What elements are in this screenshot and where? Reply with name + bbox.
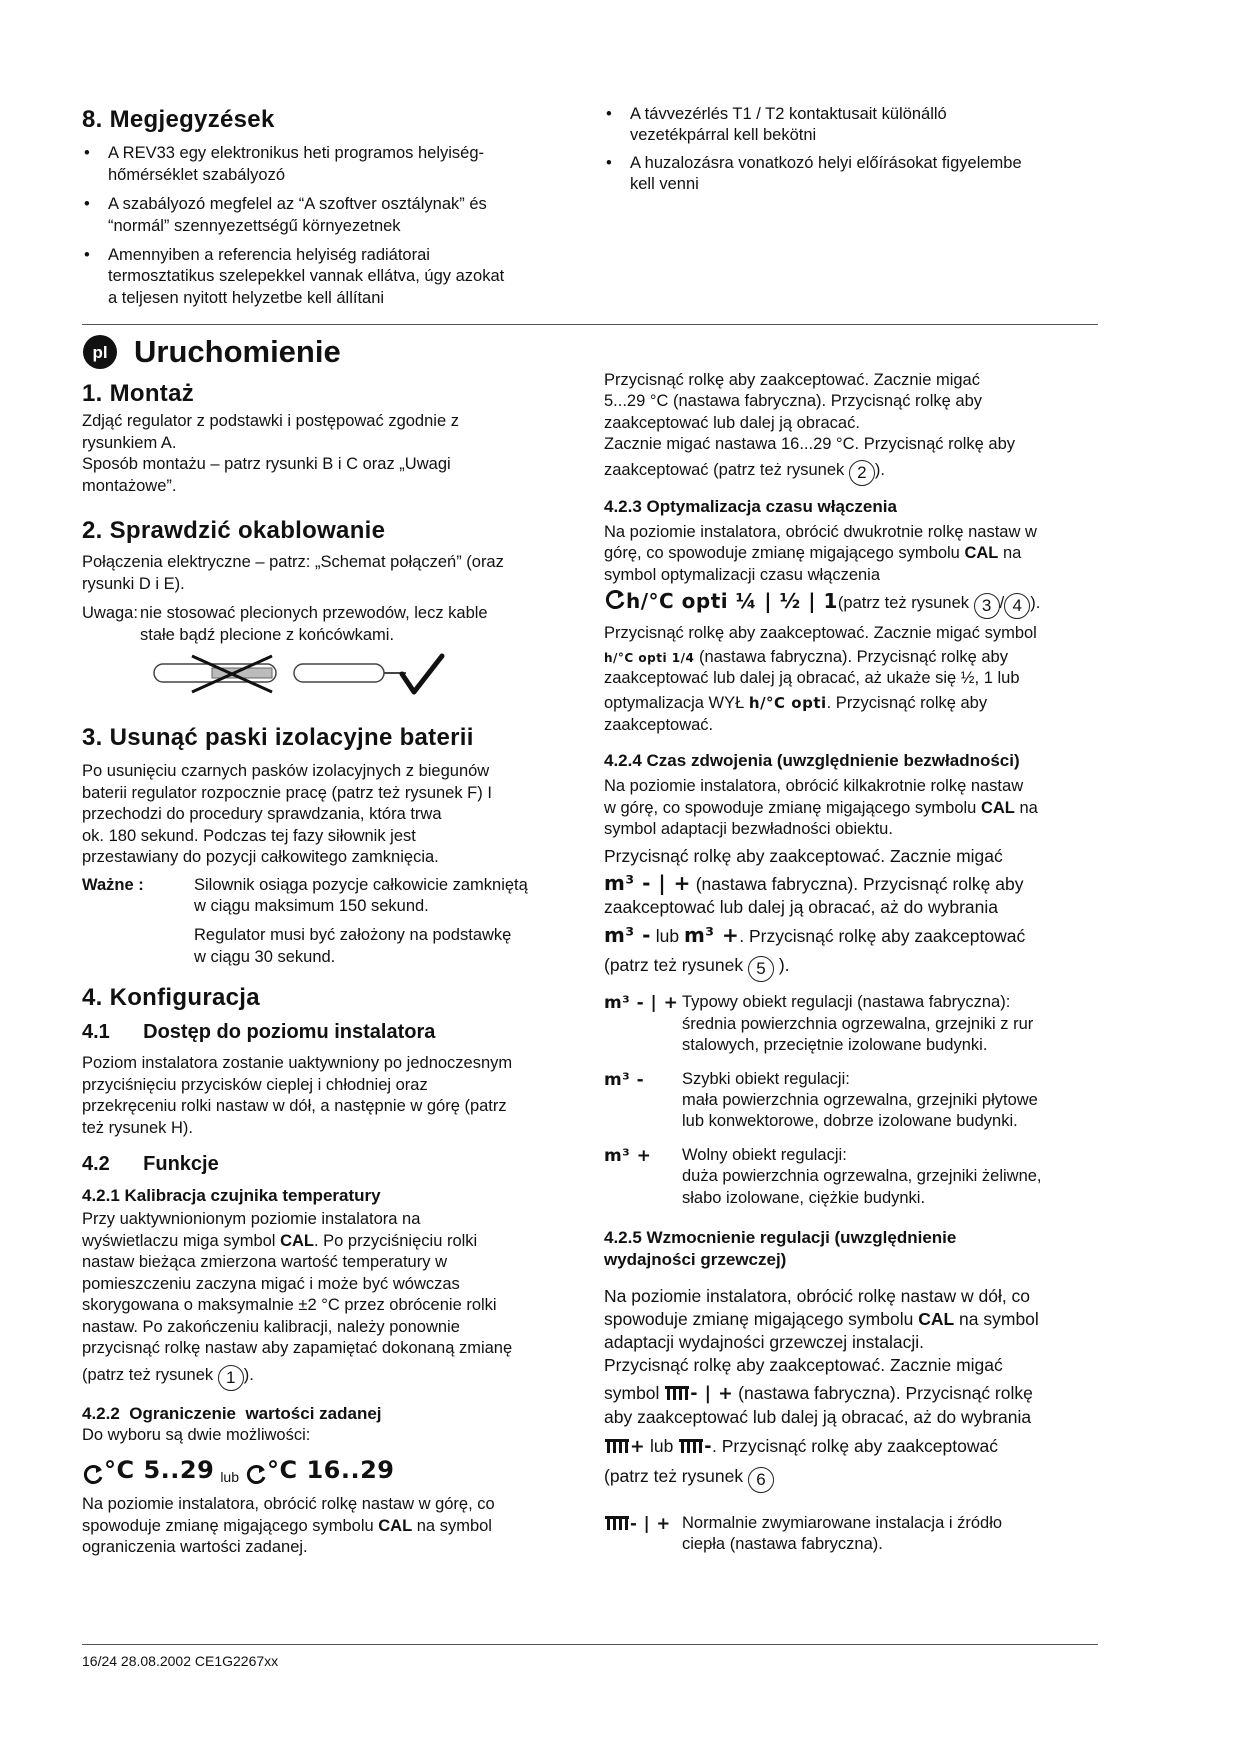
hu-heading: 8. Megjegyzések (82, 106, 275, 133)
s422-heading: 4.2.2 Ograniczenie wartości zadanej (82, 1404, 382, 1424)
s2-note-text: nie stosować plecionych przewodów, lecz kable stałe bądź plecione z końcówkami. (140, 604, 488, 644)
footer-text: 16/24 28.08.2002 CE1G2267xx (82, 1653, 279, 1669)
opti-off-symbol: h/°C opti (748, 694, 827, 713)
setpoint-limit-symbols (82, 1455, 572, 1486)
s423-text: Na poziomie instalatora, obrócić dwukrotnie rolkę nastaw w górę, co spowoduje zmianę migającego symbolu CAL na symbol optymalizacji czasu włączenia (604, 522, 1037, 584)
gain-default-symbol: - | + (690, 1384, 734, 1405)
radiator-icon (604, 1513, 630, 1531)
s422-after: Na poziomie instalatora, obrócić rolkę nastaw w górę, co spowoduje zmianę migającego symbolu CAL na symbol ograniczenia wartości zadanej. (82, 1495, 495, 1556)
language-badge-text: pl (92, 343, 108, 363)
s424-text-e: m³ - lub m³ +. Przycisnąć rolkę aby zaakceptować (604, 923, 1026, 948)
figure-1-ref: 1 (218, 1365, 244, 1391)
checkmark-icon (402, 656, 442, 692)
pl-title: Uruchomienie (134, 334, 341, 369)
r422-text: Przycisnąć rolkę aby zaakceptować. Zacznie migać 5...29 °C (nastawa fabryczna). Przycisnąć rolkę aby zaakceptować lub dalej ją obracać. Zacznie migać nastawa 16...29 °C. Przycisnąć rolkę aby (604, 371, 1016, 454)
hu-bullet-5: • A huzalozásra vonatkozó helyi előírásokat figyelembe kell venni (604, 153, 1104, 196)
inertia-item-fast: m³ - Szybki obiekt regulacji: mała powierzchnia ogrzewalna, grzejniki płytowe lub konwektorowe, dobrze izolowane budynki. (604, 1069, 1038, 1131)
inertia-default-symbol: m³ - | + (604, 870, 691, 895)
rotate-arrow-icon (604, 589, 626, 611)
s3-important-label: Ważne : (82, 875, 144, 894)
hu-bullet-2: • A szabályozó megfelel az “A szoftver osztálynak” és “normál” szennyezettségű környezetnek (82, 194, 582, 237)
inertia-item-slow: m³ + Wolny obiekt regulacji: duża powierzchnia ogrzewalna, grzejniki żeliwne, słabo izolowane, ciężkie budynki. (604, 1145, 1042, 1207)
s425-text-c: symbol - | + (nastawa fabryczna). Przycisnąć rolkę aby zaakceptować lub dalej ją obracać, aż do wybrania (604, 1383, 1033, 1428)
footer-divider (82, 1644, 1098, 1645)
s3-text: Po usunięciu czarnych pasków izolacyjnych z biegunów baterii regulator rozpocznie pracę (patrz też rysunek F) I przechodzi do procedury sprawdzania, która trwa ok. 180 sekund. Podczas tej fazy siłownik jest przestawiany do pozycji całkowitego zamknięcia. (82, 762, 492, 867)
s421-heading: 4.2.1 Kalibracja czujnika temperatury (82, 1186, 381, 1206)
s425-text: Na poziomie instalatora, obrócić rolkę nastaw w dół, co spowoduje zmianę migającego symbolu CAL na symbol adaptacji wydajności grzewczej instalacji. Przycisnąć rolkę aby zaakceptować. Zacznie migać (604, 1286, 1039, 1375)
s2-text: Połączenia elektryczne – patrz: „Schemat połączeń” (oraz rysunki D i E). (82, 553, 504, 593)
s1-heading: 1. Montaż (82, 380, 195, 408)
gain-plus-symbol: + (630, 1436, 646, 1457)
hu-notes-right (604, 104, 1104, 196)
language-badge-icon (82, 334, 118, 370)
opti-symbol: h/°C opti ¼ | ½ | 1 (626, 589, 838, 614)
s42-heading: 4.2 Funkcje (82, 1153, 219, 1176)
opti-1-4-symbol: h/°C opti 1/4 (604, 650, 695, 665)
s3-heading: 3. Usunąć paski izolacyjne baterii (82, 724, 474, 752)
s424-see: (patrz też rysunek 5 ). (604, 954, 1104, 982)
limit-16-29-symbol: °C 16..29 (267, 1455, 395, 1484)
hu-notes-left (82, 104, 582, 309)
pl-left-column (82, 332, 572, 1558)
s425-see: (patrz też rysunek 6 (604, 1465, 1104, 1493)
s425-heading: 4.2.5 Wzmocnienie regulacji (uwzględnienie wydajności grzewczej) (604, 1228, 957, 1270)
s424-heading: 4.2.4 Czas zdwojenia (uwzględnienie bezwładności) (604, 751, 1020, 771)
s2-note (82, 603, 572, 646)
pl-right-column (604, 370, 1104, 1556)
s41-heading: 4.1 Dostęp do poziomu instalatora (82, 1021, 436, 1044)
gain-minus-symbol: - (704, 1436, 713, 1457)
figure-4-ref: 4 (1004, 593, 1030, 619)
figure-3-ref: 3 (974, 593, 1000, 619)
s424-text-d: m³ - | + (nastawa fabryczna). Przycisnąć rolkę aby zaakceptować lub dalej ją obracać, aż do wybrania (604, 870, 1024, 917)
s424-text-c: Przycisnąć rolkę aby zaakceptować. Zacznie migać (604, 845, 1003, 866)
inertia-minus-symbol: m³ - (604, 923, 651, 948)
hu-bullet-3: • Amennyiben a referencia helyiség radiátorai termosztatikus szelepekkel vannak ellátva, úgy azokat a teljesen nyitott helyzetbe kell állítani (82, 245, 582, 309)
r422-see: zaakceptować (patrz też rysunek 2 ). (604, 460, 1104, 486)
s1-text: Zdjąć regulator z podstawki i postępować zgodnie z rysunkiem A. Sposób montażu – patrz rysunki B i C oraz „Uwagi montażowe”. (82, 412, 459, 495)
stranded-wire-icon (154, 656, 276, 692)
s3-important (82, 875, 572, 969)
s425-text-d: + lub -. Przycisnąć rolkę aby zaakceptować (604, 1435, 1104, 1459)
s424-text: Na poziomie instalatora, obrócić kilkakrotnie rolkę nastaw w górę, co spowoduje zmianę migającego symbolu CAL na symbol adaptacji bezwładności obiektu. (604, 777, 1038, 839)
s2-heading: 2. Sprawdzić okablowanie (82, 517, 386, 545)
s421-see: (patrz też rysunek 1 ). (82, 1365, 572, 1391)
rotate-arrow-icon (245, 1464, 267, 1486)
s4-heading: 4. Konfiguracja (82, 984, 260, 1012)
radiator-icon (604, 1436, 630, 1454)
s3-important-2: Regulator musi być założony na podstawkę w ciągu 30 sekund. (194, 926, 512, 966)
gain-item-normal: - | + Normalnie zwymiarowane instalacja i źródło ciepła (nastawa fabryczna). (604, 1513, 1104, 1556)
figure-2-ref: 2 (849, 460, 875, 486)
figure-6-ref: 6 (748, 1467, 774, 1493)
s3-important-1: Silownik osiąga pozycje całkowicie zamkniętą w ciągu maksimum 150 sekund. (194, 875, 528, 915)
s422-text: Do wyboru są dwie możliwości: (82, 1426, 311, 1445)
radiator-icon (678, 1436, 704, 1454)
limit-5-29-symbol: °C 5..29 (104, 1455, 215, 1484)
s421-text: Przy uaktywnionionym poziomie instalatora na wyświetlaczu miga symbol CAL. Po przyciśnięciu rolki nastaw bieżąca zmierzona wartość temperatury w pomieszczeniu zaczyna migać i może być wówczas skorygowana o maksymalnie ±2 °C przez obrócenie rolki nastaw. Po zakończeniu kalibracji, należy ponownie przycisnąć rolkę nastaw aby zapamiętać dokonaną zmianę (82, 1210, 513, 1357)
s423-text-c: Przycisnąć rolkę aby zaakceptować. Zacznie migać symbol (604, 624, 1037, 643)
s423-text-d: h/°C opti 1/4 (nastawa fabryczna). Przycisnąć rolkę aby zaakceptować lub dalej ją obracać, aż ukaże się ½, 1 lub (604, 647, 1020, 688)
figure-5-ref: 5 (748, 956, 774, 982)
inertia-plus-symbol: m³ + (683, 923, 740, 948)
rotate-arrow-icon (82, 1464, 104, 1486)
radiator-icon (664, 1383, 690, 1401)
wire-illustration (152, 652, 452, 700)
s2-note-label: Uwaga: (82, 604, 138, 623)
inertia-item-typical: m³ - | + Typowy obiekt regulacji (nastawa fabryczna): średnia powierzchnia ogrzewalna, grzejniki z rur stalowych, przeciętnie izolowane budynki. (604, 993, 1034, 1055)
s423-heading: 4.2.3 Optymalizacja czasu włączenia (604, 496, 897, 516)
s423-symbol-line: h/°C opti ¼ | ½ | 1(patrz też rysunek 3 / 4 ). (604, 588, 1104, 619)
solid-wire-icon (294, 664, 406, 682)
section-divider (82, 324, 1098, 325)
hu-bullet-1: • A REV33 egy elektronikus heti programos helyiség- hőmérséklet szabályozó (82, 143, 582, 186)
limit-or: lub (220, 1468, 239, 1485)
s41-text: Poziom instalatora zostanie uaktywniony po jednoczesnym przyciśnięciu przycisków cieplej i chłodniej oraz przekręceniu rolki nastaw w dół, a następnie w górę (patrz też rysunek H). (82, 1054, 513, 1137)
s423-text-e: optymalizacja WYŁ h/°C opti. Przycisnąć rolkę aby zaakceptować. (604, 694, 988, 734)
hu-bullet-4: • A távvezérlés T1 / T2 kontaktusait különálló vezetékpárral kell bekötni (604, 104, 1104, 147)
